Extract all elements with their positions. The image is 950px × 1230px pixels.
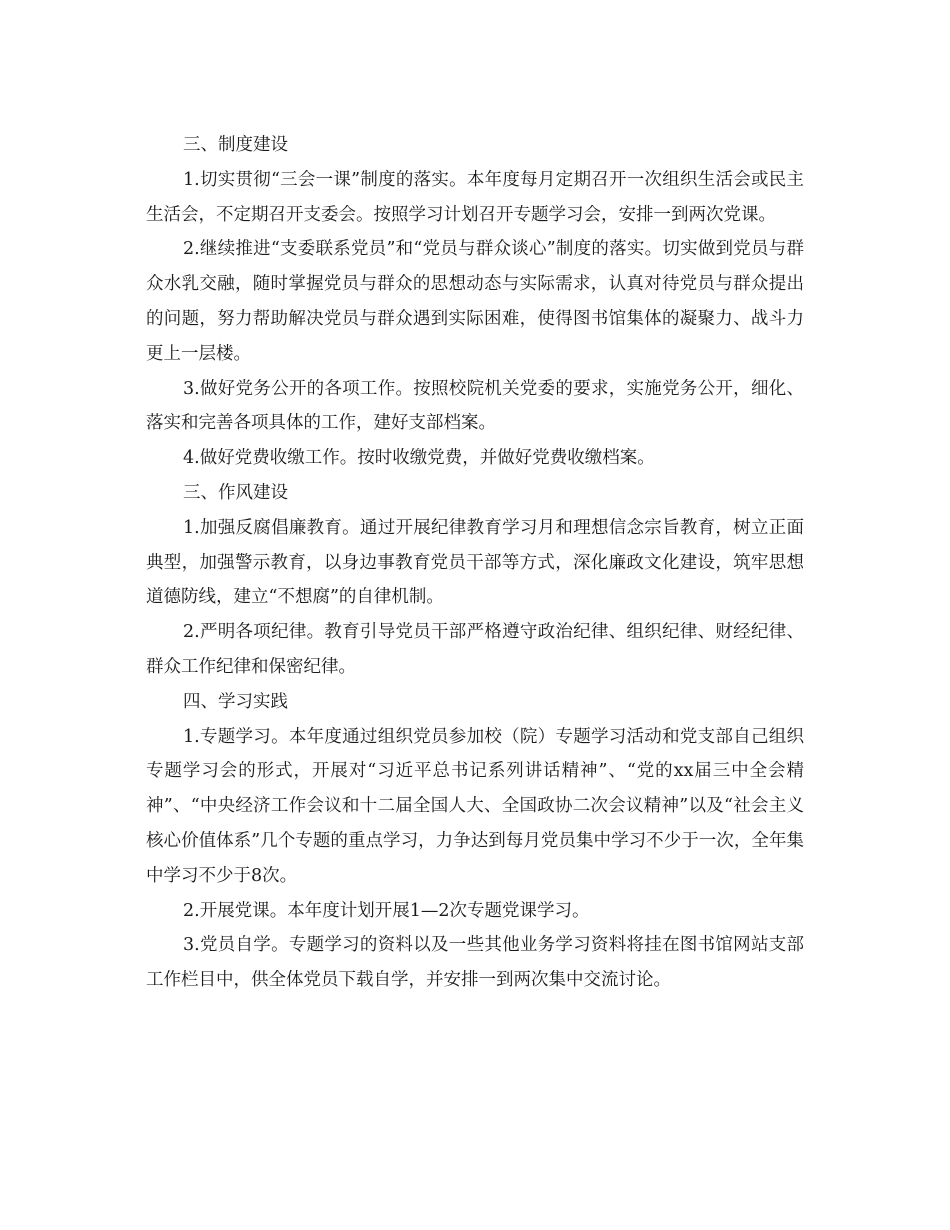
paragraph: 1.切实贯彻“三会一课”制度的落实。本年度每月定期召开一次组织生活会或民主生活会，不定期召开支委会。按照学习计划召开专题学习会，安排一到两次党课。 bbox=[146, 169, 804, 225]
section-heading-system: 三、制度建设 bbox=[183, 135, 288, 155]
section-heading-style: 三、作风建设 bbox=[183, 482, 288, 503]
paragraph: 2.继续推进“支委联系党员”和“党员与群众谈心”制度的落实。切实做到党员与群众水乳交融，随时掌握党员与群众的思想动态与实际需求，认真对待党员与群众提出的问题，努力帮助解决党员与群众遇到实际困难，使得图书馆集体的凝聚力、战斗力更上一层楼。 bbox=[146, 239, 804, 364]
paragraph: 1.加强反腐倡廉教育。通过开展纪律教育学习月和理想信念宗旨教育，树立正面典型，加强警示教育，以身边事教育党员干部等方式，深化廉政文化建设，筑牢思想道德防线，建立“不想腐”的自律机制。 bbox=[146, 517, 804, 608]
paragraph: 2.开展党课。本年度计划开展1—2次专题党课学习。 bbox=[183, 900, 590, 921]
paragraph: 4.做好党费收缴工作。按时收缴党费，并做好党费收缴档案。 bbox=[183, 448, 655, 469]
document-body bbox=[146, 128, 804, 998]
paragraph: 3.做好党务公开的各项工作。按照校院机关党委的要求，实施党务公开，细化、落实和完善各项具体的工作，建好支部档案。 bbox=[146, 378, 804, 434]
section-heading-study: 四、学习实践 bbox=[183, 691, 288, 712]
paragraph: 1.专题学习。本年度通过组织党员参加校（院）专题学习活动和党支部自己组织专题学习会的形式，开展对“习近平总书记系列讲话精神”、“党的xx届三中全会精神”、“中央经济工作会议和十二届全国人大、全国政协二次会议精神”以及“社会主义核心价值体系”几个专题的重点学习，力争达到每月党员集中学习不少于一次，全年集中学习不少于8次。 bbox=[146, 726, 804, 886]
paragraph: 2.严明各项纪律。教育引导党员干部严格遵守政治纪律、组织纪律、财经纪律、群众工作纪律和保密纪律。 bbox=[146, 622, 804, 677]
paragraph: 3.党员自学。专题学习的资料以及一些其他业务学习资料将挂在图书馆网站支部工作栏目中，供全体党员下载自学，并安排一到两次集中交流讨论。 bbox=[146, 935, 804, 991]
